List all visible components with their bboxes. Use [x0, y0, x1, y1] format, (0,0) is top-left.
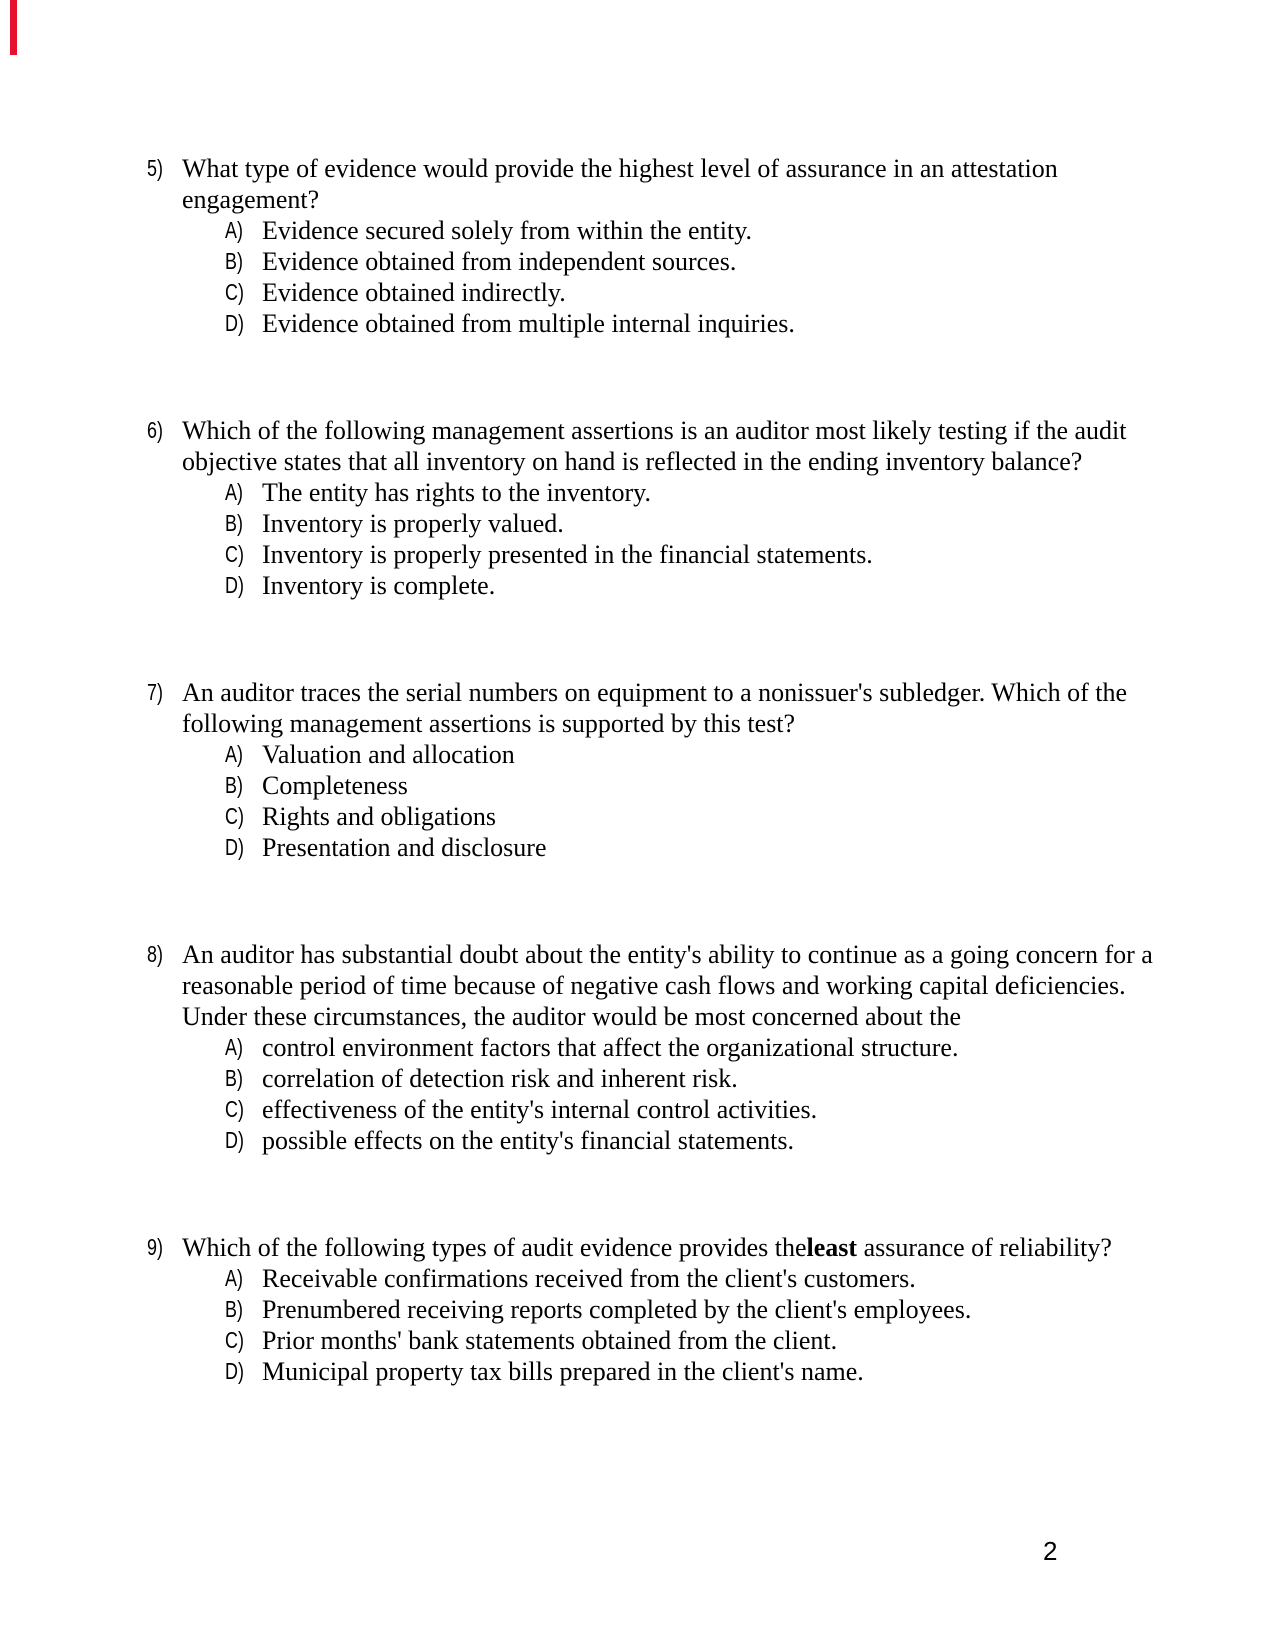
question-text-line: An auditor traces the serial numbers on equipment to a nonissuer's subledger. Which of the	[182, 678, 1128, 707]
option-text: Prenumbered receiving reports completed by the client's employees.	[262, 1295, 972, 1324]
option-c	[225, 801, 1157, 832]
option-letter: A)	[225, 479, 243, 505]
option-letter: C)	[225, 803, 244, 829]
option-letter: C)	[225, 279, 244, 305]
question-text-line: What type of evidence would provide the highest level of assurance in an attestation	[182, 154, 1058, 183]
options-list	[147, 1263, 1157, 1387]
options-list	[147, 477, 1157, 601]
option-text: Evidence obtained from multiple internal inquiries.	[262, 309, 795, 338]
option-letter: B)	[225, 510, 243, 536]
question-5	[147, 153, 1157, 339]
question-number: 5)	[147, 155, 163, 181]
question-number: 9)	[147, 1234, 163, 1260]
question-text-line: An auditor has substantial doubt about the entity's ability to continue as a going concern for a	[182, 940, 1153, 969]
question-9	[147, 1232, 1157, 1387]
option-letter: B)	[225, 772, 243, 798]
option-b	[225, 770, 1157, 801]
question-text-line: objective states that all inventory on hand is reflected in the ending inventory balance?	[182, 447, 1083, 476]
question-text-line: Under these circumstances, the auditor would be most concerned about the	[182, 1002, 962, 1031]
question-text-line: following management assertions is supported by this test?	[182, 709, 796, 738]
question-text-line: reasonable period of time because of negative cash flows and working capital deficiencies.	[182, 971, 1126, 1000]
question-8	[147, 939, 1157, 1156]
option-text: Municipal property tax bills prepared in the client's name.	[262, 1357, 864, 1386]
option-a	[225, 1032, 1157, 1063]
option-text: Receivable confirmations received from the client's customers.	[262, 1264, 916, 1293]
page-number: 2	[1043, 1536, 1058, 1566]
option-text: possible effects on the entity's financial statements.	[262, 1126, 795, 1155]
option-letter: D)	[225, 834, 244, 860]
option-letter: A)	[225, 217, 243, 243]
option-letter: D)	[225, 1127, 244, 1153]
option-letter: A)	[225, 1265, 243, 1291]
options-list	[147, 1032, 1157, 1156]
option-b	[225, 508, 1157, 539]
question-7	[147, 677, 1157, 863]
option-d	[225, 832, 1157, 863]
option-a	[225, 1263, 1157, 1294]
option-text: Presentation and disclosure	[262, 833, 547, 862]
option-text: Inventory is properly valued.	[262, 509, 564, 538]
option-c	[225, 277, 1157, 308]
option-text: correlation of detection risk and inherent risk.	[262, 1064, 738, 1093]
options-list	[147, 739, 1157, 863]
question-text-line: engagement?	[182, 185, 320, 214]
option-letter: C)	[225, 1327, 244, 1353]
option-letter: C)	[225, 541, 244, 567]
option-c	[225, 539, 1157, 570]
option-d	[225, 1356, 1157, 1387]
option-text: Evidence secured solely from within the entity.	[262, 216, 753, 245]
questions-list	[147, 153, 1157, 1463]
option-text: Evidence obtained from independent sources.	[262, 247, 737, 276]
question-number: 6)	[147, 417, 163, 443]
option-d	[225, 1125, 1157, 1156]
question-text	[182, 677, 1157, 739]
option-text: control environment factors that affect the organizational structure.	[262, 1033, 959, 1062]
option-text: effectiveness of the entity's internal control activities.	[262, 1095, 818, 1124]
option-text: Rights and obligations	[262, 802, 496, 831]
red-margin-marker-icon	[10, 0, 17, 55]
question-text	[182, 939, 1157, 1032]
question-text	[182, 153, 1157, 215]
option-letter: A)	[225, 1034, 243, 1060]
option-c	[225, 1325, 1157, 1356]
option-letter: A)	[225, 741, 243, 767]
option-letter: B)	[225, 1065, 243, 1091]
option-b	[225, 1294, 1157, 1325]
option-letter: C)	[225, 1096, 244, 1122]
options-list	[147, 215, 1157, 339]
option-letter: D)	[225, 572, 244, 598]
option-b	[225, 246, 1157, 277]
option-a	[225, 739, 1157, 770]
option-letter: B)	[225, 1296, 243, 1322]
option-text: Evidence obtained indirectly.	[262, 278, 566, 307]
option-b	[225, 1063, 1157, 1094]
question-number: 8)	[147, 941, 163, 967]
question-text	[182, 415, 1157, 477]
bold-word: least	[806, 1233, 858, 1262]
option-letter: B)	[225, 248, 243, 274]
option-letter: D)	[225, 1358, 244, 1384]
option-d	[225, 308, 1157, 339]
option-text: Valuation and allocation	[262, 740, 515, 769]
option-text: Inventory is properly presented in the financial statements.	[262, 540, 873, 569]
option-letter: D)	[225, 310, 244, 336]
question-number: 7)	[147, 679, 163, 705]
question-text-line: Which of the following types of audit evidence provides theleast assurance of reliability?	[182, 1233, 1112, 1262]
option-c	[225, 1094, 1157, 1125]
option-text: Completeness	[262, 771, 408, 800]
option-text: Inventory is complete.	[262, 571, 496, 600]
option-a	[225, 215, 1157, 246]
option-a	[225, 477, 1157, 508]
option-text: Prior months' bank statements obtained from the client.	[262, 1326, 838, 1355]
option-text: The entity has rights to the inventory.	[262, 478, 651, 507]
question-6	[147, 415, 1157, 601]
question-text-line: Which of the following management assertions is an auditor most likely testing if the audit	[182, 416, 1127, 445]
question-text	[182, 1232, 1157, 1263]
option-d	[225, 570, 1157, 601]
